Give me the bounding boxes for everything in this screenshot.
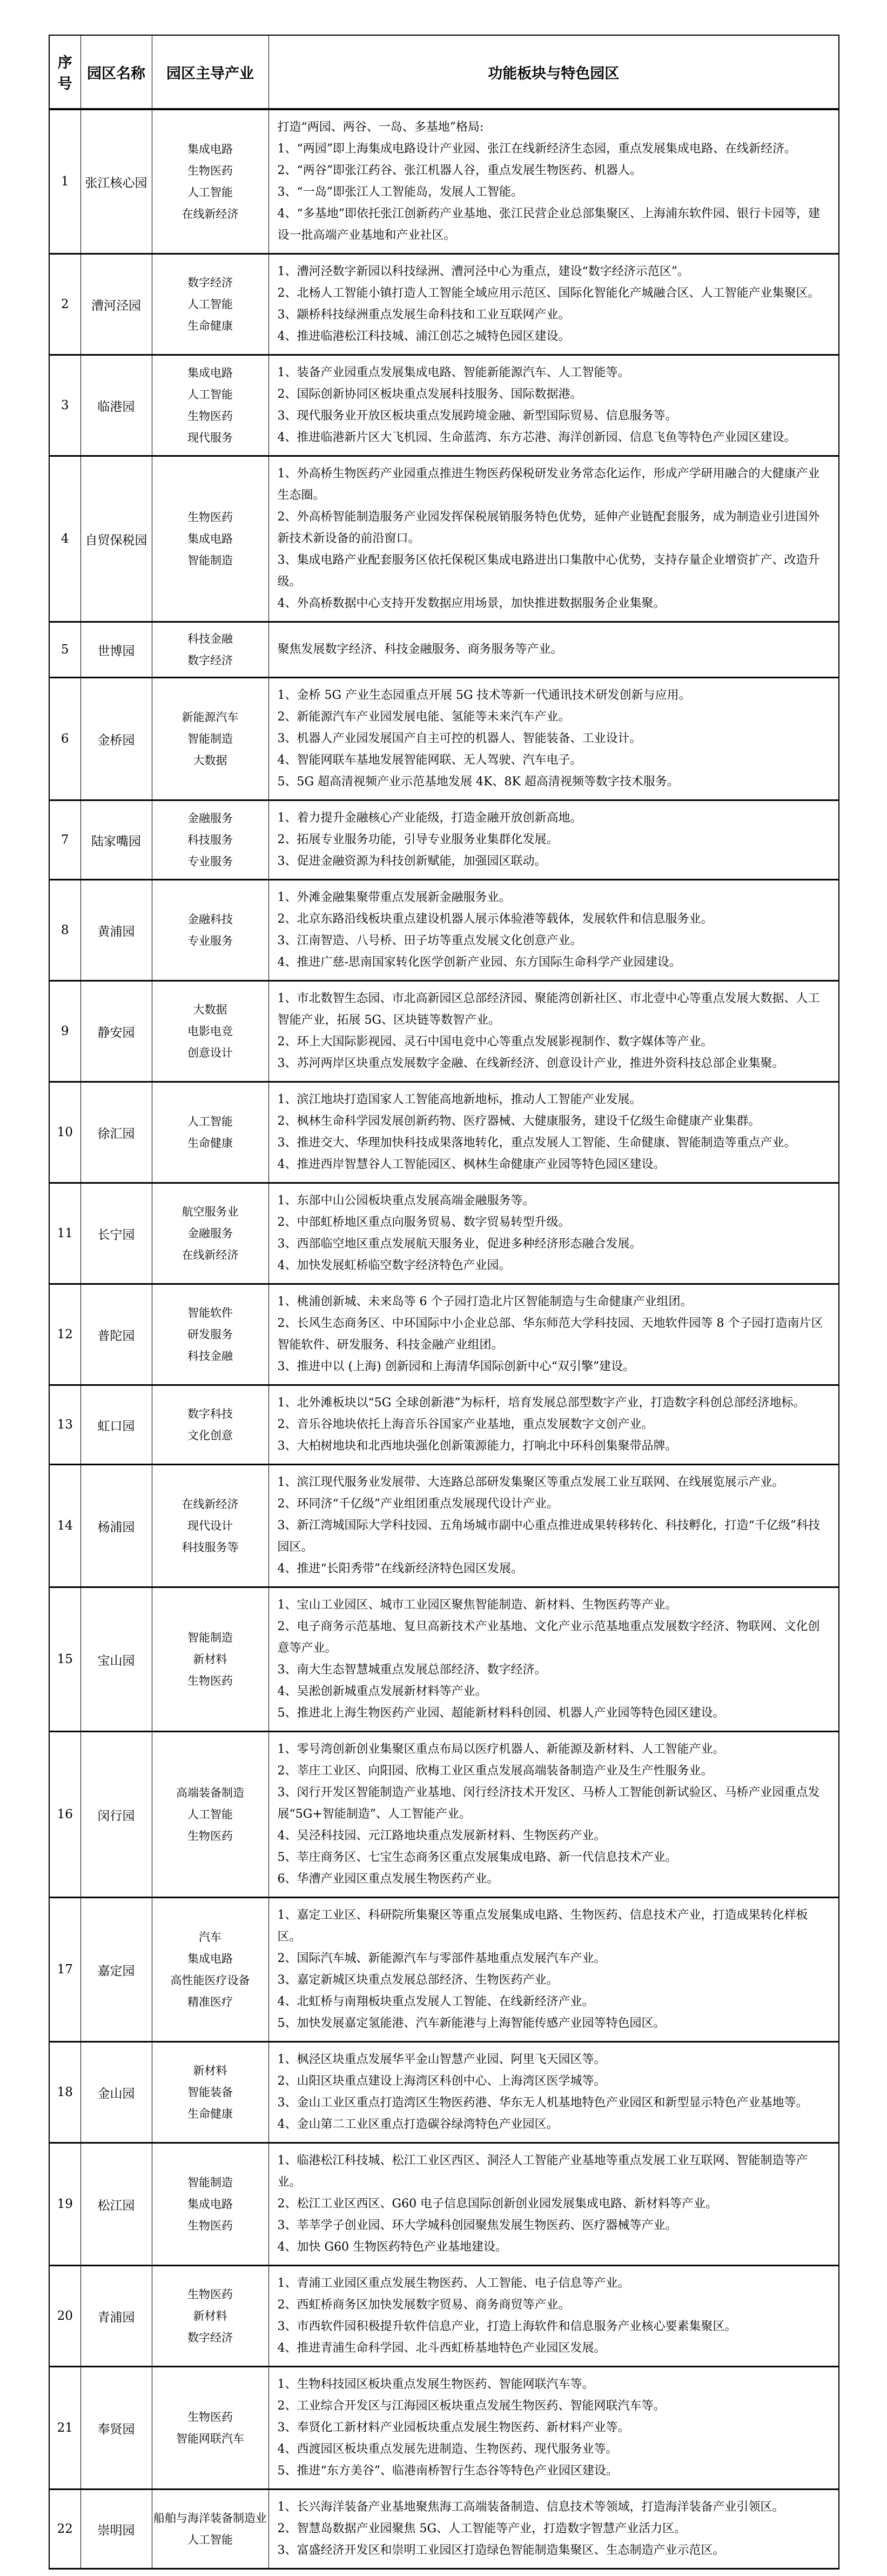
function-block-item: 1、滨江现代服务业发展带、大连路总部研发集聚区等重点发展工业互联网、在线展览展示产业。 xyxy=(277,1476,784,1489)
park-name: 松江园 xyxy=(80,2143,152,2266)
function-block-item: 3、“一岛”即张江人工智能岛，发展人工智能。 xyxy=(277,185,523,199)
industry-label: 现代设计 xyxy=(187,1519,233,1532)
park-serial-number: 6 xyxy=(49,678,80,800)
industry-label: 生物医药 xyxy=(187,2411,233,2424)
park-leading-industries xyxy=(152,1732,268,1898)
industry-label: 大数据 xyxy=(193,754,227,767)
park-serial-number: 8 xyxy=(49,880,80,981)
industry-label: 数字科技 xyxy=(187,1407,233,1420)
industry-label: 人工智能 xyxy=(187,1115,233,1128)
park-name: 张江核心园 xyxy=(80,109,152,254)
function-block-item: 3、大柏树地块和北西地块强化创新策源能力，打响北中环科创集聚带品牌。 xyxy=(277,1439,677,1453)
industry-label: 在线新经济 xyxy=(182,208,239,221)
industry-label: 精准医疗 xyxy=(187,1996,233,2008)
function-block-item: 4、金山第二工业区重点打造碳谷绿湾特色产业园区。 xyxy=(277,2118,559,2131)
industry-label: 人工智能 xyxy=(187,186,233,199)
industry-label: 科技金融 xyxy=(187,1350,233,1363)
park-name: 崇明园 xyxy=(80,2490,152,2569)
industry-label: 智能装备 xyxy=(187,2086,233,2099)
industry-label: 集成电路 xyxy=(187,1952,233,1965)
function-block-item: 2、中部虹桥地区重点向服务贸易、数字贸易转型升级。 xyxy=(277,1216,570,1229)
park-serial-number: 16 xyxy=(49,1732,80,1898)
function-block-item: 4、加快 G60 生物医药特色产业基地建设。 xyxy=(277,2240,508,2254)
park-name: 金桥园 xyxy=(80,678,152,800)
column-header-park-name: 园区名称 xyxy=(80,35,152,109)
industry-label: 航空服务业 xyxy=(182,1205,239,1218)
function-block-item: 2、北杨人工智能小镇打造人工智能全域应用示范区、国际化智能化产城融合区、人工智能产业集聚区。 xyxy=(277,286,820,300)
function-block-item: 3、现代服务业开放区板块重点发展跨境金融、新型国际贸易、信息服务等。 xyxy=(277,409,677,423)
industry-label: 现代服务 xyxy=(187,431,233,444)
function-block-item: 4、西渡园区板块重点发展先进制造、生物医药、现代服务业等。 xyxy=(277,2442,618,2456)
park-name: 普陀园 xyxy=(80,1284,152,1385)
park-leading-industries xyxy=(152,2367,268,2490)
table-row xyxy=(49,1082,839,1183)
industry-label: 集成电路 xyxy=(187,366,233,379)
industry-label: 生物医药 xyxy=(187,2288,233,2301)
park-name: 奉贤园 xyxy=(80,2367,152,2490)
industry-label: 集成电路 xyxy=(187,143,233,156)
industry-label: 船舶与海洋装备制造业 xyxy=(153,2512,267,2525)
table-row xyxy=(49,2042,839,2143)
industry-label: 生命健康 xyxy=(187,2107,233,2120)
park-function-blocks xyxy=(268,2266,839,2367)
industry-label: 在线新经济 xyxy=(182,1498,239,1511)
function-block-item: 2、拓展专业服务功能，引导专业服务业集群化发展。 xyxy=(277,833,559,846)
function-block-item: 2、枫林生命科学园发展创新药物、医疗器械、大健康服务，建设千亿级生命健康产业集群。 xyxy=(277,1115,761,1128)
function-block-item: 4、推进青浦生命科学园、北斗西虹桥基地特色产业园区发展。 xyxy=(277,2341,606,2355)
industry-label: 人工智能 xyxy=(187,1808,233,1821)
function-block-item: 4、推进临港新片区大飞机园、生命蓝湾、东方芯港、海洋创新园、信息飞鱼等特色产业园区建设。 xyxy=(277,431,796,444)
park-name: 陆家嘴园 xyxy=(80,800,152,880)
function-block-item: 1、市北数智生态园、市北高新园区总部经济园、聚能湾创新社区、市北壹中心等重点发展大数据、人工智能产业，拓展 5G、区块链等数智产业。 xyxy=(277,992,820,1027)
industry-label: 生物医药 xyxy=(187,511,233,524)
industry-label: 专业服务 xyxy=(187,855,233,868)
function-block-item: 2、“两谷”即张江药谷、张江机器人谷，重点发展生物医药、机器人。 xyxy=(277,164,642,177)
table-row xyxy=(49,1183,839,1284)
function-block-item: 2、国际汽车城、新能源汽车与零部件基地重点发展汽车产业。 xyxy=(277,1952,606,1965)
table-row xyxy=(49,355,839,456)
function-block-item: 6、华漕产业园区重点发展生物医药产业。 xyxy=(277,1872,499,1886)
function-block-item: 3、推进交大、华理加快科技成果落地转化，重点发展人工智能、生命健康、智能制造等重点产业。 xyxy=(277,1136,796,1150)
industry-label: 生命健康 xyxy=(187,1137,233,1150)
function-block-item: 2、环上大国际影视园、灵石中国电竞中心等重点发展影视制作、数字媒体等产业。 xyxy=(277,1035,713,1049)
park-function-blocks xyxy=(268,456,839,622)
table-row xyxy=(49,981,839,1082)
industry-label: 在线新经济 xyxy=(182,1249,239,1262)
industry-label: 金融科技 xyxy=(187,913,233,926)
park-leading-industries xyxy=(152,2266,268,2367)
industry-label: 新材料 xyxy=(193,2310,227,2323)
park-function-blocks xyxy=(268,1082,839,1183)
function-block-item: 1、零号湾创新创业集聚区重点布局以医疗机器人、新能源及新材料、人工智能产业。 xyxy=(277,1743,725,1756)
function-block-item: 4、北虹桥与南翔板块重点发展人工智能、在线新经济产业。 xyxy=(277,1995,594,2008)
function-block-item: 2、新能源汽车产业园发展电能、氢能等未来汽车产业。 xyxy=(277,710,570,724)
industry-label: 数字经济 xyxy=(187,2331,233,2344)
function-block-item: 2、长风生态商务区、中环国际中小企业总部、华东师范大学科技园、天地软件园等 8 个子园打造南片区智能软件、研发服务、科技金融产业组团。 xyxy=(277,1317,823,1352)
function-block-item: 4、智能网联车基地发展智能网联、无人驾驶、汽车电子。 xyxy=(277,753,582,767)
park-name: 嘉定园 xyxy=(80,1898,152,2042)
park-serial-number: 20 xyxy=(49,2266,80,2367)
function-block-item: 2、工业综合开发区与江海园区板块重点发展生物医药、智能网联汽车等。 xyxy=(277,2399,666,2413)
park-name: 长宁园 xyxy=(80,1183,152,1284)
park-leading-industries xyxy=(152,456,268,622)
park-name: 徐汇园 xyxy=(80,1082,152,1183)
industry-label: 集成电路 xyxy=(187,2198,233,2211)
park-function-blocks xyxy=(268,1385,839,1465)
industry-label: 高性能医疗设备 xyxy=(170,1974,250,1987)
industry-label: 数字经济 xyxy=(187,276,233,289)
function-block-item: 3、西部临空地区重点发展航天服务业，促进多种经济形态融合发展。 xyxy=(277,1237,642,1251)
parks-table-container xyxy=(49,35,839,2570)
table-row xyxy=(49,2266,839,2367)
function-block-item: 1、北外滩板块以“5G 全球创新港”为标杆，培育发展总部型数字产业，打造数字科创总部经济地标。 xyxy=(277,1396,805,1410)
function-block-item: 3、莘莘学子创业园、环大学城科创园聚焦发展生物医药、医疗器械等产业。 xyxy=(277,2219,677,2232)
park-function-blocks xyxy=(268,1732,839,1898)
park-name: 自贸保税园 xyxy=(80,456,152,622)
park-serial-number: 22 xyxy=(49,2490,80,2569)
park-name: 宝山园 xyxy=(80,1587,152,1732)
park-function-blocks xyxy=(268,678,839,800)
park-serial-number: 1 xyxy=(49,109,80,254)
function-block-item: 1、“两园”即上海集成电路设计产业园、张江在线新经济生态园，重点发展集成电路、在线新经济。 xyxy=(277,142,796,156)
industry-label: 研发服务 xyxy=(187,1328,233,1341)
table-row xyxy=(49,1898,839,2042)
park-name: 闵行园 xyxy=(80,1732,152,1898)
park-name: 漕河泾园 xyxy=(80,254,152,355)
industry-label: 智能软件 xyxy=(187,1306,233,1319)
industry-label: 科技金融 xyxy=(187,632,233,645)
park-leading-industries xyxy=(152,1082,268,1183)
function-block-item: 1、外高桥生物医药产业园重点推进生物医药保税研发业务常态化运作，形成产学研用融合的大健康产业生态圈。 xyxy=(277,467,820,502)
function-block-item: 4、推进西岸智慧谷人工智能园区、枫林生命健康产业园等特色园区建设。 xyxy=(277,1158,666,1171)
park-function-blocks xyxy=(268,1465,839,1587)
park-leading-industries xyxy=(152,678,268,800)
industry-label: 智能网联汽车 xyxy=(176,2432,244,2445)
table-row xyxy=(49,2490,839,2569)
column-header-leading-industries: 园区主导产业 xyxy=(152,35,268,109)
park-name: 静安园 xyxy=(80,981,152,1082)
park-leading-industries xyxy=(152,109,268,254)
function-block-item: 1、着力提升金融核心产业能级，打造金融开放创新高地。 xyxy=(277,811,582,825)
function-block-item: 2、智慧岛数据产业园聚焦 5G、人工智能等产业，打造数字智慧产业活力区。 xyxy=(277,2522,687,2535)
function-block-item: 5、加快发展嘉定氢能港、汽车新能港与上海智能传感产业园等特色园区。 xyxy=(277,2017,666,2030)
park-leading-industries xyxy=(152,1898,268,2042)
function-block-item: 3、市西软件园积极提升软件信息产业，打造上海软件和信息服务产业核心要素集聚区。 xyxy=(277,2320,737,2333)
park-name: 黄浦园 xyxy=(80,880,152,981)
function-block-item: 3、机器人产业园发展国产自主可控的机器人、智能装备、工业设计。 xyxy=(277,732,642,745)
park-serial-number: 17 xyxy=(49,1898,80,2042)
industry-label: 金融服务 xyxy=(187,812,233,825)
park-leading-industries xyxy=(152,1385,268,1465)
function-block-item: 2、外高桥智能制造服务产业园发挥保税展销服务特色优势，延伸产业链配套服务，成为制造业引进国外新技术新设备的前沿窗口。 xyxy=(277,510,820,545)
industry-label: 人工智能 xyxy=(187,298,233,311)
function-block-item: 打造“两园、两谷、一岛、多基地”格局: xyxy=(277,121,484,134)
function-block-item: 5、5G 超高清视频产业示范基地发展 4K、8K 超高清视频等数字技术服务。 xyxy=(277,775,679,789)
table-row xyxy=(49,2143,839,2266)
park-leading-industries xyxy=(152,2042,268,2143)
park-serial-number: 11 xyxy=(49,1183,80,1284)
industry-label: 智能制造 xyxy=(187,554,233,567)
function-block-item: 2、环同济“千亿级”产业组团重点发展现代设计产业。 xyxy=(277,1497,559,1511)
park-name: 青浦园 xyxy=(80,2266,152,2367)
park-serial-number: 15 xyxy=(49,1587,80,1732)
function-block-item: 3、促进金融资源为科技创新赋能，加强园区联动。 xyxy=(277,855,547,868)
table-row xyxy=(49,1465,839,1587)
industry-label: 智能制造 xyxy=(187,2176,233,2189)
industry-label: 大数据 xyxy=(193,1003,227,1016)
park-function-blocks xyxy=(268,800,839,880)
function-block-item: 3、江南智造、八号桥、田子坊等重点发展文化创意产业。 xyxy=(277,934,582,947)
industry-label: 电影电竞 xyxy=(187,1025,233,1038)
function-block-item: 1、长兴海洋装备产业基地聚焦海工高端装备制造、信息技术等领域，打造海洋装备产业引领区。 xyxy=(277,2500,784,2514)
function-block-item: 1、嘉定工业区、科研院所集聚区等重点发展集成电路、生物医药、信息技术产业，打造成果转化样板区。 xyxy=(277,1908,808,1944)
table-row xyxy=(49,1284,839,1385)
function-block-item: 3、南大生态智慧城重点发展总部经济、数字经济。 xyxy=(277,1663,547,1677)
industry-label: 生物医药 xyxy=(187,164,233,177)
function-block-item: 1、桃浦创新城、未来岛等 6 个子园打造北片区智能制造与生命健康产业组团。 xyxy=(277,1295,693,1309)
park-leading-industries xyxy=(152,1183,268,1284)
table-row xyxy=(49,1587,839,1732)
function-block-item: 3、闵行开发区智能制造产业基地、闵行经济技术开发区、马桥人工智能创新试验区、马桥产业园重点发展“5G+智能制造”、人工智能产业。 xyxy=(277,1786,820,1821)
function-block-item: 1、生物科技园区板块重点发展生物医药、智能网联汽车等。 xyxy=(277,2378,594,2391)
table-row xyxy=(49,1732,839,1898)
industry-label: 专业服务 xyxy=(187,935,233,947)
table-row xyxy=(49,800,839,880)
industrial-parks-table xyxy=(49,35,839,2570)
park-serial-number: 3 xyxy=(49,355,80,456)
industry-label: 生物医药 xyxy=(187,1674,233,1687)
park-name: 金山园 xyxy=(80,2042,152,2143)
park-serial-number: 4 xyxy=(49,456,80,622)
park-serial-number: 14 xyxy=(49,1465,80,1587)
industry-label: 金融服务 xyxy=(187,1227,233,1240)
park-leading-industries xyxy=(152,254,268,355)
table-row xyxy=(49,678,839,800)
function-block-item: 2、北京东路沿线板块重点建设机器人展示体验港等载体，发展软件和信息服务业。 xyxy=(277,912,713,926)
function-block-item: 1、装备产业园重点发展集成电路、智能新能源汽车、人工智能等。 xyxy=(277,366,630,379)
function-block-item: 4、外高桥数据中心支持开发数据应用场景，加快推进数据服务企业集聚。 xyxy=(277,597,666,610)
function-block-item: 2、国际创新协同区板块重点发展科技服务、国际数据港。 xyxy=(277,388,582,401)
park-serial-number: 12 xyxy=(49,1284,80,1385)
function-block-item: 4、吴淞创新城重点发展新材料等产业。 xyxy=(277,1685,487,1698)
park-serial-number: 5 xyxy=(49,622,80,678)
park-function-blocks xyxy=(268,2490,839,2569)
park-leading-industries xyxy=(152,1284,268,1385)
function-block-item: 2、莘庄工业区、向阳园、欣梅工业区重点发展高端装备制造产业及生产性服务业。 xyxy=(277,1764,713,1778)
park-function-blocks xyxy=(268,1183,839,1284)
function-block-item: 4、“多基地”即依托张江创新药产业基地、张江民营企业总部集聚区、上海浦东软件园、银行卡园等，建设一批高端产业基地和产业社区。 xyxy=(277,207,820,242)
park-serial-number: 9 xyxy=(49,981,80,1082)
park-name: 临港园 xyxy=(80,355,152,456)
park-function-blocks xyxy=(268,2367,839,2490)
park-function-blocks xyxy=(268,109,839,254)
function-block-item: 聚焦发展数字经济、科技金融服务、商务服务等产业。 xyxy=(277,643,563,656)
function-block-item: 2、音乐谷地块依托上海音乐谷国家产业基地，重点发展数字文创产业。 xyxy=(277,1418,654,1431)
table-row xyxy=(49,2367,839,2490)
function-block-item: 3、颛桥科技绿洲重点发展生命科技和工业互联网产业。 xyxy=(277,308,570,322)
industry-label: 新材料 xyxy=(193,2064,227,2077)
function-block-item: 4、加快发展虹桥临空数字经济特色产业园。 xyxy=(277,1259,511,1272)
park-leading-industries xyxy=(152,622,268,678)
park-function-blocks xyxy=(268,1587,839,1732)
industry-label: 文化创意 xyxy=(187,1429,233,1442)
park-name: 世博园 xyxy=(80,622,152,678)
industry-label: 科技服务 xyxy=(187,833,233,846)
function-block-item: 3、奉贤化工新材料产业园板块重点发展生物医药、新材料产业等。 xyxy=(277,2421,630,2434)
park-leading-industries xyxy=(152,880,268,981)
industry-label: 新材料 xyxy=(193,1653,227,1666)
park-name: 杨浦园 xyxy=(80,1465,152,1587)
table-row xyxy=(49,254,839,355)
function-block-item: 1、东部中山公园板块重点发展高端金融服务等。 xyxy=(277,1194,535,1207)
function-block-item: 2、电子商务示范基地、复旦高新技术产业基地、文化产业示范基地重点发展数字经济、物联网、文化创意等产业。 xyxy=(277,1620,820,1655)
industry-label: 智能制造 xyxy=(187,732,233,745)
function-block-item: 4、推进临港松江科技城、浦江创芯之城特色园区建设。 xyxy=(277,330,570,343)
park-function-blocks xyxy=(268,622,839,678)
industry-label: 创意设计 xyxy=(187,1046,233,1059)
park-leading-industries xyxy=(152,355,268,456)
industry-label: 集成电路 xyxy=(187,532,233,545)
industry-label: 生命健康 xyxy=(187,319,233,332)
industry-label: 人工智能 xyxy=(187,388,233,401)
function-block-item: 1、临港松江科技城、松江工业区西区、洞泾人工智能产业基地等重点发展工业互联网、智能制造等产业。 xyxy=(277,2154,808,2189)
park-function-blocks xyxy=(268,2143,839,2266)
industry-label: 生物医药 xyxy=(187,2219,233,2232)
park-function-blocks xyxy=(268,1284,839,1385)
park-function-blocks xyxy=(268,2042,839,2143)
function-block-item: 1、宝山工业园区、城市工业园区聚焦智能制造、新材料、生物医药等产业。 xyxy=(277,1598,677,1612)
park-serial-number: 18 xyxy=(49,2042,80,2143)
park-serial-number: 7 xyxy=(49,800,80,880)
industry-label: 数字经济 xyxy=(187,654,233,667)
industry-label: 人工智能 xyxy=(187,2533,233,2546)
park-serial-number: 2 xyxy=(49,254,80,355)
function-block-item: 3、苏河两岸区块重点发展数字金融、在线新经济、创意设计产业，推进外资科技总部企业集聚。 xyxy=(277,1057,784,1070)
table-header-row xyxy=(49,35,839,109)
function-block-item: 1、滨江地块打造国家人工智能高地新地标，推动人工智能产业发展。 xyxy=(277,1093,642,1106)
park-function-blocks xyxy=(268,254,839,355)
industry-label: 高端装备制造 xyxy=(176,1786,244,1799)
function-block-item: 1、外滩金融集聚带重点发展新金融服务业。 xyxy=(277,891,511,904)
function-block-item: 4、推进“长阳秀带”在线新经济特色园区发展。 xyxy=(277,1562,523,1576)
function-block-item: 1、青浦工业园区重点发展生物医药、人工智能、电子信息等产业。 xyxy=(277,2277,630,2290)
function-block-item: 4、吴泾科技园、元江路地块重点发展新材料、生物医药产业。 xyxy=(277,1829,606,1843)
function-block-item: 5、推进“东方美谷”、临港南桥智行生态谷等特色产业园区建设。 xyxy=(277,2464,618,2478)
function-block-item: 3、推进中以 (上海) 创新园和上海清华国际创新中心“双引擎”建设。 xyxy=(277,1360,635,1373)
park-name: 虹口园 xyxy=(80,1385,152,1465)
park-function-blocks xyxy=(268,880,839,981)
park-leading-industries xyxy=(152,1465,268,1587)
function-block-item: 1、枫泾区块重点发展华平金山智慧产业园、阿里飞天园区等。 xyxy=(277,2053,606,2066)
park-leading-industries xyxy=(152,2143,268,2266)
function-block-item: 5、莘庄商务区、七宝生态商务区重点发展集成电路、新一代信息技术产业。 xyxy=(277,1851,677,1864)
table-row xyxy=(49,1385,839,1465)
function-block-item: 2、松江工业区西区、G60 电子信息国际创新创业园发展集成电路、新材料等产业。 xyxy=(277,2197,718,2211)
park-serial-number: 19 xyxy=(49,2143,80,2266)
industry-label: 生物医药 xyxy=(187,1830,233,1843)
park-function-blocks xyxy=(268,355,839,456)
column-header-no: 序号 xyxy=(49,35,80,109)
function-block-item: 4、推进广慈-思南国家转化医学创新产业园、东方国际生命科学产业园建设。 xyxy=(277,956,681,969)
industry-label: 新能源汽车 xyxy=(182,711,239,724)
function-block-item: 2、西虹桥商务区加快发展数字贸易、商务商贸等产业。 xyxy=(277,2298,570,2312)
industry-label: 智能制造 xyxy=(187,1631,233,1644)
industry-label: 汽车 xyxy=(199,1931,221,1944)
function-block-item: 1、金桥 5G 产业生态园重点开展 5G 技术等新一代通讯技术研发创新与应用。 xyxy=(277,689,691,702)
function-block-item: 3、金山工业区重点打造湾区生物医药港、华东无人机基地特色产业园区和新型显示特色产业基地等。 xyxy=(277,2096,808,2110)
park-serial-number: 10 xyxy=(49,1082,80,1183)
park-leading-industries xyxy=(152,981,268,1082)
park-function-blocks xyxy=(268,1898,839,2042)
table-row xyxy=(49,109,839,254)
table-row xyxy=(49,880,839,981)
industry-label: 科技服务等 xyxy=(182,1541,239,1554)
park-function-blocks xyxy=(268,981,839,1082)
industry-label: 生物医药 xyxy=(187,410,233,423)
table-row xyxy=(49,622,839,678)
function-block-item: 3、富盛经济开发区和崇明工业园区打造绿色智能制造集聚区、生态制造产业示范区。 xyxy=(277,2544,725,2557)
function-block-item: 3、集成电路产业配套服务区依托保税区集成电路进出口集散中心优势，支持存量企业增资扩产、改造升级。 xyxy=(277,553,820,589)
function-block-item: 3、新江湾城国际大学科技园、五角场城市副中心重点推进成果转移转化、科技孵化，打造“千亿级”科技园区。 xyxy=(277,1519,820,1554)
function-block-item: 5、推进北上海生物医药产业园、超能新材料科创园、机器人产业园等特色园区建设。 xyxy=(277,1706,725,1720)
park-leading-industries xyxy=(152,800,268,880)
function-block-item: 2、山阳区块重点建设上海湾区科创中心、上海湾区医学城等。 xyxy=(277,2074,606,2088)
function-block-item: 1、漕河泾数字新园以科技绿洲、漕河泾中心为重点，建设“数字经济示范区”。 xyxy=(277,265,689,278)
park-leading-industries xyxy=(152,1587,268,1732)
park-serial-number: 13 xyxy=(49,1385,80,1465)
table-row xyxy=(49,456,839,622)
park-serial-number: 21 xyxy=(49,2367,80,2490)
park-leading-industries xyxy=(152,2490,268,2569)
function-block-item: 3、嘉定新城区块重点发展总部经济、生物医药产业。 xyxy=(277,1973,559,1987)
column-header-function-blocks: 功能板块与特色园区 xyxy=(268,35,839,109)
